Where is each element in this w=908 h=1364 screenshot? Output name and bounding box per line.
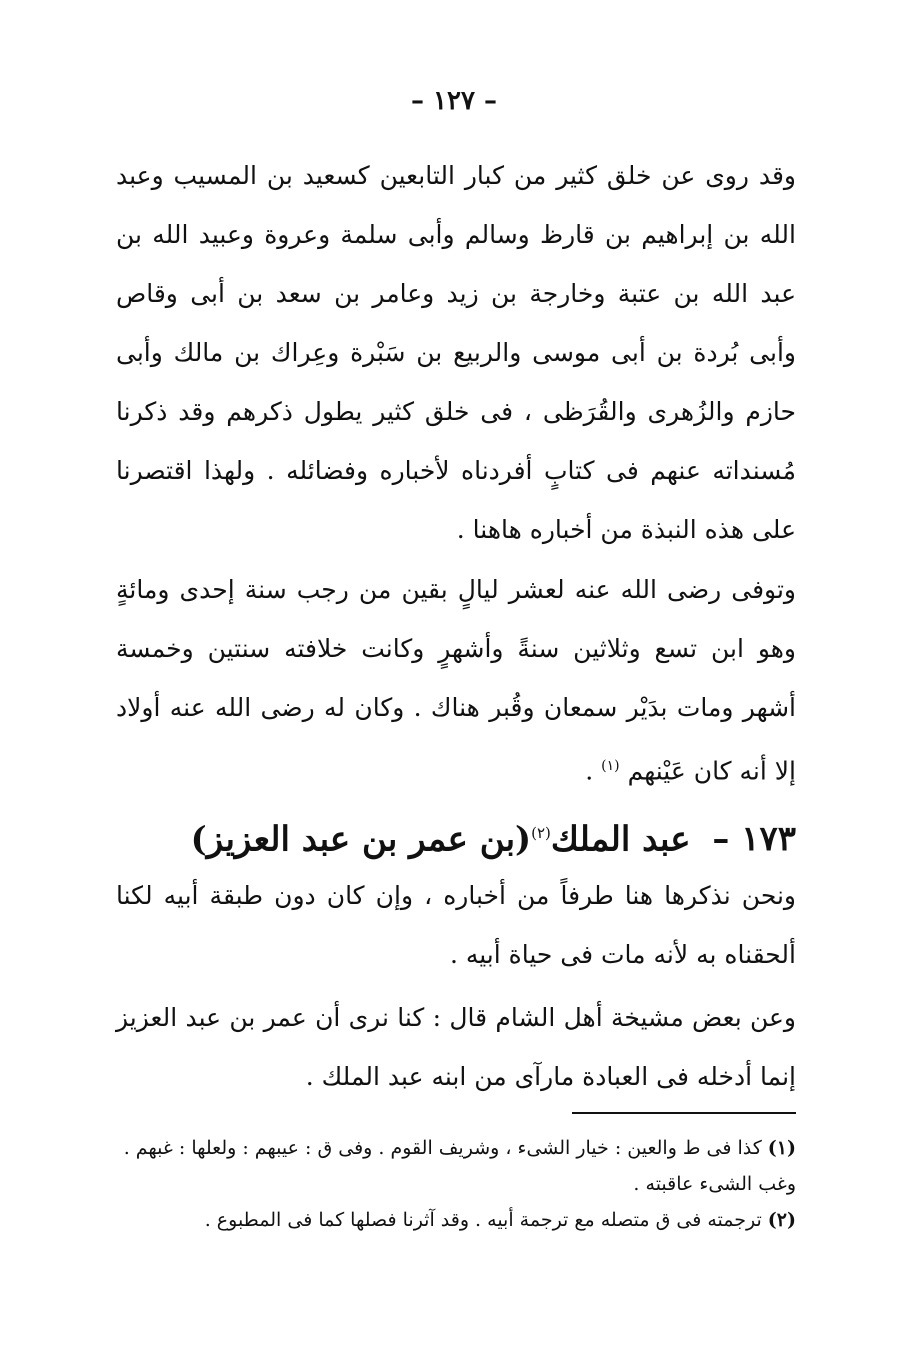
entry-lineage: (بن عمر بن عبد العزيز)	[190, 819, 532, 860]
paragraph-death-end: .	[585, 756, 602, 786]
footnote-2-text: ترجمته فى ق متصله مع ترجمة أبيه . وقد آثرنا فصلها كما فى المطبوع .	[204, 1209, 762, 1231]
footnote-ref-2: (٢)	[531, 824, 551, 842]
footnote-1	[116, 1130, 796, 1202]
footnote-1-marker: (١)	[767, 1137, 796, 1159]
paragraph-sheikhs: وعن بعض مشيخة أهل الشام قال : كنا نرى أن عمر بن عبد العزيز إنما أدخله فى العبادة مارآى من ابنه عبد الملك .	[116, 1003, 796, 1091]
section-heading	[116, 808, 796, 864]
footnote-ref-1: (١)	[601, 758, 620, 774]
paragraph-death-text: وتوفى رضى الله عنه لعشر ليالٍ بقين من رجب سنة إحدى ومائةٍ وهو ابن تسع وثلاثين سنةً وأشهرٍ وكانت خلافته سنتين وخمسة أشهر ومات بدَيْر سمعان وقُبر هناك . وكان له رضى الله عنه أولاد إلا أنه كان عَيْنهم	[116, 575, 796, 786]
footnote-2	[116, 1202, 796, 1238]
paragraph-narrators: وقد روى عن خلق كثير من كبار التابعين كسعيد بن المسيب وعبد الله بن إبراهيم بن قارظ وسالم وأبى سلمة وعروة وعبيد الله بن عبد الله بن عتبة وخارجة بن زيد وعامر بن سعد بن أبى وقاص وأبى بُردة بن أبى موسى والربيع بن سَبْرة وعِراك بن مالك وأبى حازم والزُهرى والقُرَظى ، فى خلق كثير يطول ذكرهم وقد ذكرنا مُسنداته عنهم فى كتابٍ أفردناه لأخباره وفضائله . ولهذا اقتصرنا على هذه النبذة من أخباره هاهنا .	[116, 161, 796, 544]
paragraph-death	[116, 560, 796, 800]
footnotes	[116, 1130, 796, 1238]
footnote-1-text: كذا فى ط والعين : خيار الشىء ، وشريف القوم . وفى ق : عيبهم : ولعلها : غبهم . وغب الشىء عاقبته .	[123, 1137, 796, 1195]
page-number: – ١٢٧ –	[410, 86, 498, 116]
paragraph-intro: ونحن نذكرها هنا طرفاً من أخباره ، وإن كان دون طبقة أبيه لكنا ألحقناه به لأنه مات فى حياة أبيه .	[116, 881, 796, 969]
entry-name: عبد الملك	[550, 819, 691, 860]
footnote-divider	[572, 1112, 796, 1114]
footnote-2-marker: (٢)	[767, 1209, 796, 1231]
entry-number: ١٧٣ –	[712, 819, 796, 860]
